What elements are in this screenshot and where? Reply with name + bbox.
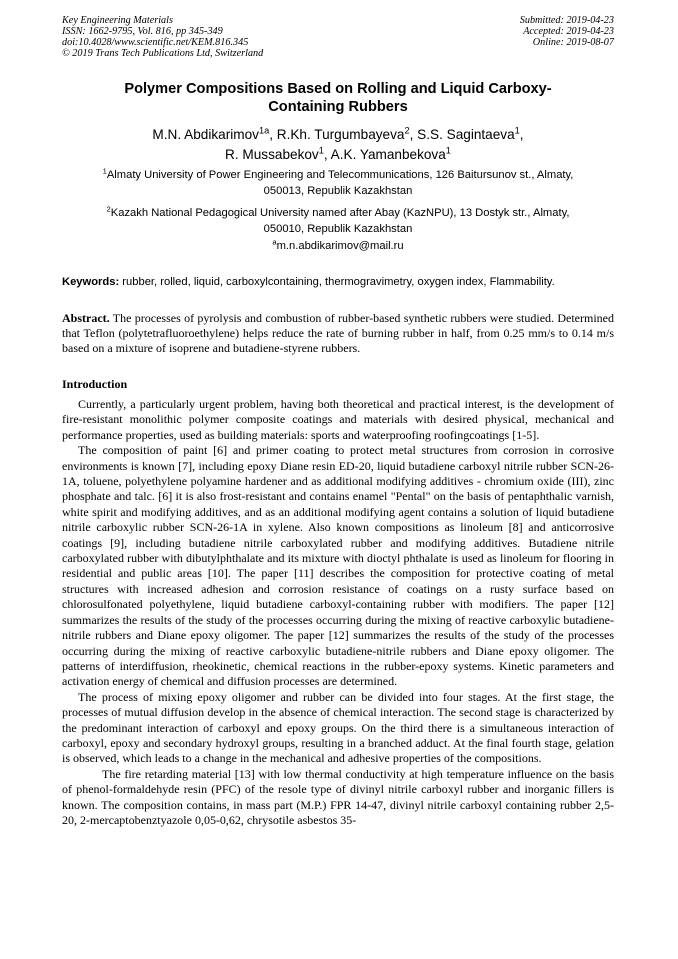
dates-header (520, 15, 614, 48)
abstract-label: Abstract. (62, 311, 110, 325)
author-affiliation-mark: 1 (514, 125, 520, 136)
body-paragraph: The fire retarding material [13] with low thermal conductivity at high temperature influence on the basis of phenol-formaldehyde resin (PFC) of the resole type of divinyl nitrile carboxyl rubber and inorganic fillers is known. The composition contains, in mass part (M.P.) FPR 14-47, divinyl nitrile carboxyl containing rubber 2,5-20, 2-mercaptobenztyazole 0,05-0,62, chrysotile asbestos 35- (62, 766, 614, 827)
online-date: Online: 2019-08-07 (532, 37, 614, 48)
email-mark: a (272, 237, 277, 247)
body-paragraph: Currently, a particularly urgent problem, having both theoretical and practical interest, is the development of fire-resistant monolithic polymer composite coatings and materials with desired physical, mechanical and performance properties, used as building materials: sports and waterproofing roofingcoatings [1-5]. (62, 397, 614, 442)
author-line-2 (62, 145, 614, 165)
affiliation-2-line-2: 050010, Republik Kazakhstan (263, 223, 413, 235)
author-affiliation-mark: 2 (404, 125, 410, 136)
affiliation-mark: 1 (102, 166, 107, 176)
author-affiliation-mark: 1 (318, 145, 324, 156)
body-paragraph: The composition of paint [6] and primer coating to protect metal structures from corrosion in corrosive environments is known [7], including epoxy Diane resin ED-20, liquid butadiene carboxyl nitrile rubber SCN-26-1A, toluene, polyethylene polyamine hardener and as additional modifying additives - chromium oxide (III), zinc phosphate and talc. [6] it is also frost-resistant and contains enamel "Pental" on the basis of pentaphthalic varnish, white spirit and modifying additives, and as an additional modifying agent contains a solution of liquid butadiene nitrile carboxylic rubber SCN-26-1A in xylene. Also known compositions as linoleum [8] and anticorrosive coatings [9], including butadiene nitrile carboxylated rubber and modifying additives. Butadiene nitrile carboxylated rubber with dibutylphthalate and its mixture with dioctyl phthalate is used as linoleum for flooring in residential and public areas [10]. The paper [11] describes the composition for protective coating of metal structures with increased adhesion and corrosion resistance of coatings on a rusty surface based on chlorosulfonated polyethylene, liquid butadiene carboxyl-containing rubber with modifiers. The paper [12] summarizes the results of the study of the processes occurring during the mixing of reactive carboxylic butadiene-nitrile rubbers and Diane epoxy oligomer. The paper [12] summarizes the results of the study of the processes occurring during the mixing of reactive carboxylic butadiene-nitrile rubbers and Diane epoxy oligomer. The patterns of interdiffusion, rheokinetic, chemical reactions in the rubber-epoxy systems. Kinetic parameters and activation energy of chemical and diffusion processes are determined. (62, 443, 614, 689)
title-line-2: Containing Rubbers (268, 99, 408, 115)
section-heading-introduction: Introduction (62, 377, 128, 391)
author-name: , R.Kh. Turgumbayeva (269, 127, 405, 142)
paper-title (62, 80, 614, 116)
affiliation-text: Almaty University of Power Engineering and Telecommunications, 126 Baitursunov st., Almaty, (106, 169, 574, 181)
affiliation-1-line-1 (62, 167, 614, 183)
affiliation-2 (62, 205, 614, 237)
author-name: , S.S. Sagintaeva (409, 127, 515, 142)
author-name: , A.K. Yamanbekova (323, 147, 446, 162)
email-address: m.n.abdikarimov@mail.ru (276, 240, 404, 252)
issn-line: ISSN: 1662-9795, Vol. 816, pp 345-349 (62, 26, 223, 37)
copyright-line: © 2019 Trans Tech Publications Ltd, Switzerland (62, 48, 264, 59)
affiliation-1-line-2: 050013, Republik Kazakhstan (263, 185, 413, 197)
submitted-date: Submitted: 2019-04-23 (519, 15, 614, 26)
body-paragraph: The process of mixing epoxy oligomer and rubber can be divided into four stages. At the first stage, the processes of mutual diffusion develop in the absence of chemical interaction. The second stage is characterized by the predominant interaction of carboxyl and epoxy groups. On the third there is a simultaneous interaction of carboxyl, epoxy and secondary hydroxyl groups, resulting in a branched adduct. At the final fourth stage, gelation is observed, which leads to a change in the mechanical and adhesive properties of the compositions. (62, 689, 614, 766)
abstract-text: The processes of pyrolysis and combustion of rubber-based synthetic rubbers were studied. Determined that Teflon (polytetrafluoroethylene) helps reduce the rate of burning rubber in half, from 0.25 mm/s to 0.14 m/s based on a mixture of isoprene and butadiene-styrene rubbers. (62, 311, 614, 356)
affiliation-2-line-1 (62, 205, 614, 221)
corresponding-email (62, 239, 614, 253)
author-separator: , (519, 127, 524, 142)
author-list (62, 125, 614, 165)
journal-name: Key Engineering Materials (62, 15, 173, 26)
affiliation-mark: 2 (106, 204, 111, 214)
author-affiliation-mark: 1 (445, 145, 451, 156)
keywords-text: rubber, rolled, liquid, carboxylcontaining, thermogravimetry, oxygen index, Flammability. (119, 276, 555, 288)
title-line-1: Polymer Compositions Based on Rolling and Liquid Carboxy- (124, 81, 552, 97)
introduction-body (62, 397, 614, 828)
keywords-section (62, 275, 614, 289)
author-name: R. Mussabekov (225, 147, 319, 162)
abstract-section (62, 311, 614, 357)
keywords-label: Keywords: (62, 276, 120, 288)
author-name: M.N. Abdikarimov (152, 127, 259, 142)
author-line-1 (62, 125, 614, 145)
doi-line: doi:10.4028/www.scientific.net/KEM.816.345 (62, 37, 249, 48)
affiliation-1 (62, 167, 614, 199)
journal-header (62, 15, 263, 59)
affiliation-text: Kazakh National Pedagogical University named after Abay (KazNPU), 13 Dostyk str., Almaty, (110, 207, 570, 219)
accepted-date: Accepted: 2019-04-23 (523, 26, 614, 37)
author-affiliation-mark: 1a (258, 125, 270, 136)
